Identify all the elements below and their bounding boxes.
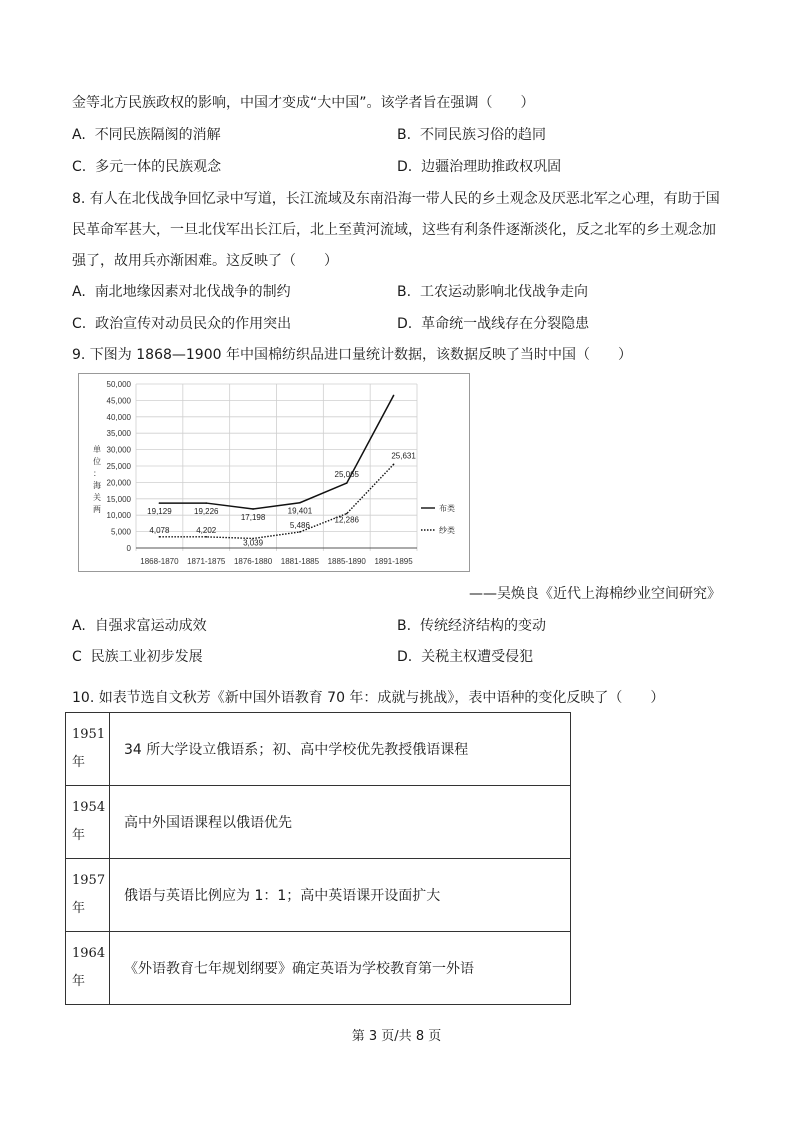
language-policy-table xyxy=(65,712,571,1005)
y-tick-label: 15,000 xyxy=(106,494,131,504)
y-axis-label-char: ： xyxy=(93,469,101,478)
year-cell: 1964 年 xyxy=(66,932,110,1005)
data-label: 4,202 xyxy=(196,525,217,535)
chart-source: ——吴焕良《近代上海棉纱业空间研究》 xyxy=(469,586,721,602)
table-row xyxy=(66,932,571,1005)
data-label: 19,226 xyxy=(194,507,219,517)
y-tick-label: 40,000 xyxy=(106,412,131,422)
x-tick-label: 1885-1890 xyxy=(327,557,366,566)
y-axis-label-char: 海 xyxy=(93,481,101,490)
data-label: 19,401 xyxy=(287,506,313,516)
q9-option-c: C 民族工业初步发展 xyxy=(72,649,203,665)
event-cell: 高中外国语课程以俄语优先 xyxy=(110,786,571,859)
y-axis-label-char: 单 xyxy=(93,445,101,454)
event-cell: 《外语教育七年规划纲要》确定英语为学校教育第一外语 xyxy=(110,932,571,1005)
data-point xyxy=(299,531,301,533)
data-label: 25,631 xyxy=(391,451,416,461)
data-point xyxy=(252,508,254,510)
y-tick-label: 5,000 xyxy=(110,527,131,537)
q7-option-c: C. 多元一体的民族观念 xyxy=(72,159,222,175)
data-label: 3,039 xyxy=(243,538,264,548)
x-tick-label: 1868-1870 xyxy=(140,557,179,566)
y-tick-label: 20,000 xyxy=(106,478,131,488)
data-point xyxy=(159,502,161,504)
data-label: 25,065 xyxy=(334,470,359,480)
y-tick-label: 25,000 xyxy=(106,462,131,471)
y-tick-label: 35,000 xyxy=(106,429,131,439)
q7-option-d: D. 边疆治理助推政权巩固 xyxy=(397,159,562,175)
event-cell: 俄语与英语比例应为 1：1；高中英语课开设面扩大 xyxy=(110,859,571,932)
q8-option-c: C. 政治宣传对动员民众的作用突出 xyxy=(72,316,292,332)
q8-option-d: D. 革命统一战线存在分裂隐患 xyxy=(397,316,590,332)
data-point xyxy=(205,502,207,504)
data-label: 4,078 xyxy=(149,525,170,535)
chart-svg xyxy=(79,374,469,571)
data-point xyxy=(159,536,161,538)
table-row xyxy=(66,859,571,932)
q9-stem: 9. 下图为 1868—1900 年中国棉纺织品进口量统计数据，该数据反映了当时中国（ ） xyxy=(72,347,632,363)
q8-stem-line-1: 8. 有人在北伐战争回忆录中写道，长江流域及东南沿海一带人民的乡土观念及厌恶北军之心理，有助于国 xyxy=(72,191,720,207)
data-point xyxy=(393,395,395,397)
year-cell: 1957 年 xyxy=(66,859,110,932)
y-tick-label: 45,000 xyxy=(106,396,131,406)
data-point xyxy=(205,536,207,538)
y-axis-label-char: 位 xyxy=(93,457,101,466)
y-axis-label-char: 两 xyxy=(93,505,101,514)
data-point xyxy=(393,464,395,466)
data-label: 5,486 xyxy=(289,520,310,530)
q9-option-a: A. 自强求富运动成效 xyxy=(72,618,207,634)
x-tick-label: 1881-1885 xyxy=(280,557,320,566)
y-axis-label-char: 关 xyxy=(93,493,101,502)
legend-label: 布类 xyxy=(439,504,455,513)
q7-stem: 金等北方民族政权的影响，中国才变成“大中国”。该学者旨在强调（ ） xyxy=(72,95,535,111)
event-cell: 34 所大学设立俄语系；初、高中学校优先教授俄语课程 xyxy=(110,713,571,786)
q7-option-b: B. 不同民族习俗的趋同 xyxy=(397,127,546,143)
cotton-import-chart xyxy=(78,373,470,572)
q8-stem-line-3: 强了，故用兵亦渐困难。这反映了（ ） xyxy=(72,253,338,269)
q7-option-a: A. 不同民族隔阂的消解 xyxy=(72,127,221,143)
table-row xyxy=(66,713,571,786)
q9-option-d: D. 关税主权遭受侵犯 xyxy=(397,649,534,665)
y-tick-label: 10,000 xyxy=(106,511,131,521)
data-label: 17,198 xyxy=(240,512,266,522)
q10-stem: 10. 如表节选自文秋芳《新中国外语教育 70 年：成就与挑战》，表中语种的变化反映了（ ） xyxy=(72,690,665,706)
page-footer: 第 3 页/共 8 页 xyxy=(351,1029,442,1044)
y-tick-label: 30,000 xyxy=(106,445,131,455)
y-tick-label: 0 xyxy=(126,544,131,553)
q8-option-a: A. 南北地缘因素对北伐战争的制约 xyxy=(72,284,291,300)
x-tick-label: 1871-1875 xyxy=(187,557,226,566)
legend-label: 纱类 xyxy=(439,526,455,535)
data-point xyxy=(346,513,348,515)
data-label: 12,286 xyxy=(334,515,359,525)
x-tick-label: 1891-1895 xyxy=(374,557,413,566)
data-point xyxy=(346,482,348,484)
q8-stem-line-2: 民革命军甚大，一旦北伐军出长江后，北上至黄河流域，这些有利条件逐渐淡化，反之北军的乡土观念加 xyxy=(72,222,716,238)
q9-option-b: B. 传统经济结构的变动 xyxy=(397,618,546,634)
data-label: 19,129 xyxy=(147,507,172,517)
q8-option-b: B. 工农运动影响北伐战争走向 xyxy=(397,284,588,300)
data-point xyxy=(299,502,301,504)
year-cell: 1954 年 xyxy=(66,786,110,859)
year-cell: 1951 年 xyxy=(66,713,110,786)
table-row xyxy=(66,786,571,859)
y-tick-label: 50,000 xyxy=(106,380,131,389)
x-tick-label: 1876-1880 xyxy=(233,557,273,566)
